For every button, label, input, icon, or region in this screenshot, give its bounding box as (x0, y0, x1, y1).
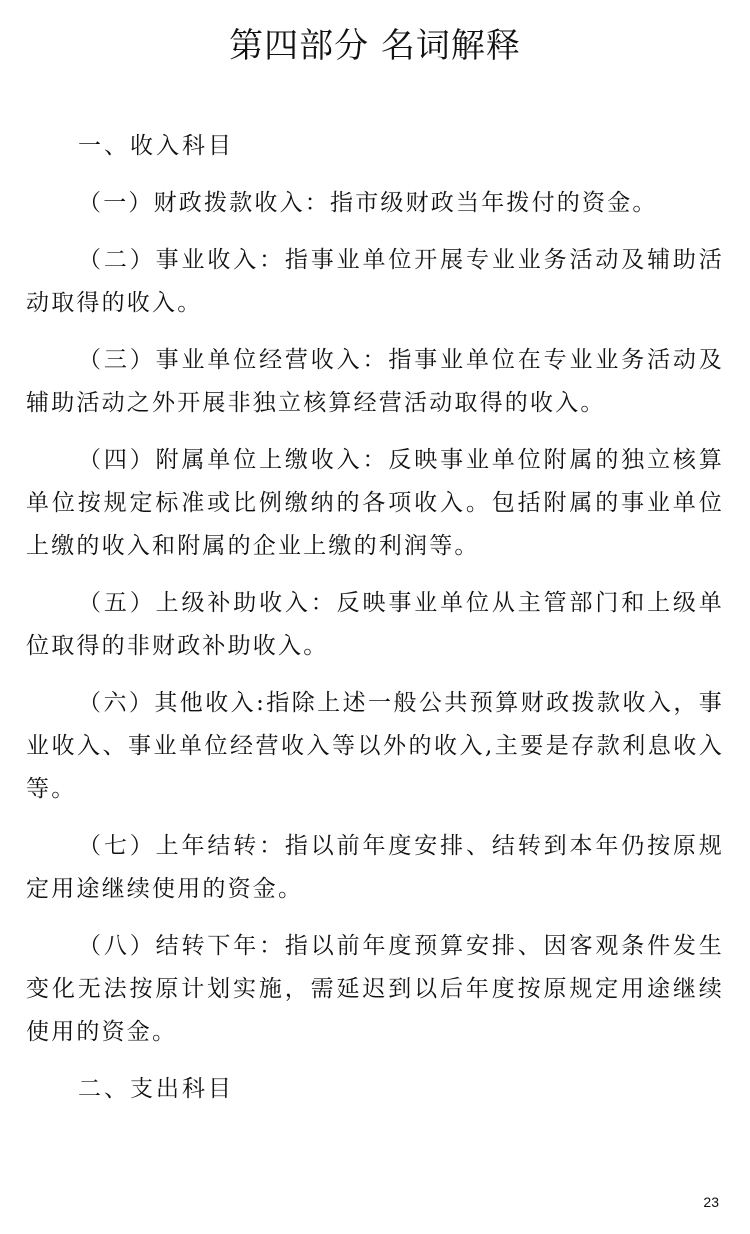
definition-other-income: （六）其他收入:指除上述一般公共预算财政拨款收入，事业收入、事业单位经营收入等以外的收入,主要是存款利息收入等。 (26, 690, 724, 802)
definition-superior-subsidy: （五）上级补助收入：反映事业单位从主管部门和上级单位取得的非财政补助收入。 (26, 590, 724, 659)
definition-operating-income: （三）事业单位经营收入：指事业单位在专业业务活动及辅助活动之外开展非独立核算经营活动取得的收入。 (26, 347, 724, 416)
page-title: 第四部分 名词解释 (229, 26, 521, 66)
definition-fiscal-appropriation: （一）财政拨款收入：指市级财政当年拨付的资金。 (78, 190, 658, 216)
document-body (26, 125, 724, 1125)
definition-prior-year-carryover: （七）上年结转：指以前年度安排、结转到本年仍按原规定用途继续使用的资金。 (26, 833, 724, 902)
definition-subsidiary-payments: （四）附属单位上缴收入：反映事业单位附属的独立核算单位按规定标准或比例缴纳的各项收入。包括附属的事业单位上缴的收入和附属的企业上缴的利润等。 (26, 447, 724, 559)
definition-business-income: （二）事业收入：指事业单位开展专业业务活动及辅助活动取得的收入。 (26, 247, 724, 316)
page-number: 23 (703, 1194, 719, 1210)
section-heading-income: 一、收入科目 (78, 133, 234, 159)
section-heading-expenditure: 二、支出科目 (78, 1076, 234, 1102)
definition-carryover-next-year: （八）结转下年：指以前年度预算安排、因客观条件发生变化无法按原计划实施，需延迟到以后年度按原规定用途继续使用的资金。 (26, 933, 724, 1045)
